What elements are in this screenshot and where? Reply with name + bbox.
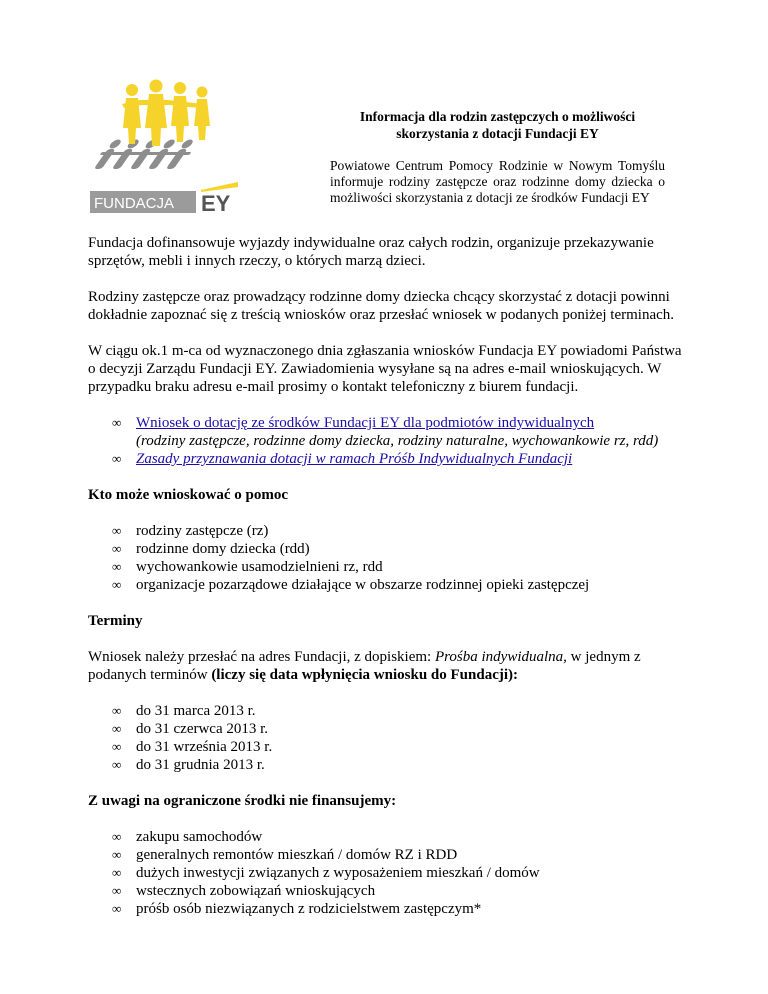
links-list (88, 414, 688, 468)
bullet-icon: ∞ (112, 865, 122, 880)
logo-text-fundacja: FUNDACJA (94, 195, 175, 212)
terms-text (88, 648, 688, 684)
list-item (88, 540, 688, 558)
list-item (88, 756, 688, 774)
list-item-text: rodziny zastępcze (rz) (136, 523, 269, 539)
bullet-icon: ∞ (112, 847, 122, 862)
list-item-text: wstecznych zobowiązań wnioskujących (136, 883, 376, 899)
list-item (88, 576, 688, 594)
list-item (88, 900, 688, 918)
bullet-icon: ∞ (112, 451, 122, 466)
who-heading: Kto może wnioskować o pomoc (88, 487, 288, 503)
list-item-text: do 31 marca 2013 r. (136, 703, 256, 719)
list-item (88, 414, 688, 450)
list-item (88, 882, 688, 900)
terms-text-bold: (liczy się data wpłynięcia wniosku do Fundacji): (211, 667, 518, 683)
bullet-icon: ∞ (112, 541, 122, 556)
yellow-figures (122, 80, 210, 147)
fundacja-ey-logo (88, 74, 250, 216)
exclusions-list (88, 828, 688, 918)
link-note: (rodziny zastępcze, rodzinne domy dziecka, rodziny naturalne, wychowankowie rz, rdd) (136, 433, 659, 449)
header-block (330, 108, 665, 206)
who-list (88, 522, 688, 594)
exclusions-heading: Z uwagi na ograniczone środki nie finansujemy: (88, 793, 397, 809)
bullet-icon: ∞ (112, 703, 122, 718)
list-item-text: generalnych remontów mieszkań / domów RZ i RDD (136, 847, 458, 863)
list-item (88, 864, 688, 882)
list-item (88, 450, 688, 468)
terms-list (88, 702, 688, 774)
list-item-text: zakupu samochodów (136, 829, 263, 845)
logo-text-ey: EY (201, 191, 231, 216)
terms-text-part: w jednym z podanych terminów (88, 649, 641, 683)
bullet-icon: ∞ (112, 577, 122, 592)
bullet-icon: ∞ (112, 739, 122, 754)
list-item-text: do 31 września 2013 r. (136, 739, 273, 755)
bullet-icon: ∞ (112, 901, 122, 916)
bullet-icon: ∞ (112, 721, 122, 736)
terms-heading: Terminy (88, 613, 143, 629)
bullet-icon: ∞ (112, 559, 122, 574)
list-item (88, 702, 688, 720)
terms-text-italic: Prośba indywidualna, (434, 649, 567, 665)
page-title: Informacja dla rodzin zastępczych o możliwości skorzystania z dotacji Fundacji EY (359, 109, 636, 141)
terms-text-part: Wniosek należy przesłać na adres Fundacji, z dopiskiem: (88, 649, 435, 665)
intro-text: Powiatowe Centrum Pomocy Rodzinie w Nowym Tomyślu informuje rodziny zastępcze oraz rodzinne domy dziecka o możliwości skorzystania z dotacji ze środków Fundacji EY (330, 158, 665, 205)
list-item (88, 558, 688, 576)
list-item-text: wychowankowie usamodzielnieni rz, rdd (136, 559, 383, 575)
bullet-icon: ∞ (112, 757, 122, 772)
list-item (88, 846, 688, 864)
list-item-text: organizacje pozarządowe działające w obszarze rodzinnej opieki zastępczej (136, 577, 590, 593)
rules-link[interactable]: Zasady przyznawania dotacji w ramach Próśb Indywidualnych Fundacji (136, 451, 573, 467)
paragraph: Rodziny zastępcze oraz prowadzący rodzinne domy dziecka chcący skorzystać z dotacji powinni dokładnie zapoznać się z treścią wniosków oraz przesłać wniosek w podanych poniżej terminach. (88, 289, 675, 323)
bullet-icon: ∞ (112, 883, 122, 898)
list-item-text: do 31 czerwca 2013 r. (136, 721, 269, 737)
list-item-text: do 31 grudnia 2013 r. (136, 757, 265, 773)
shadow-figures (90, 140, 201, 170)
bullet-icon: ∞ (112, 415, 122, 430)
bullet-icon: ∞ (112, 523, 122, 538)
list-item-text: próśb osób niezwiązanych z rodzicielstwem zastępczym* (136, 901, 482, 917)
list-item-text: rodzinne domy dziecka (rdd) (136, 541, 310, 557)
list-item (88, 738, 688, 756)
list-item (88, 720, 688, 738)
application-form-link[interactable]: Wniosek o dotację ze środków Fundacji EY dla podmiotów indywidualnych (136, 415, 595, 431)
bullet-icon: ∞ (112, 829, 122, 844)
paragraph: Fundacja dofinansowuje wyjazdy indywidualne oraz całych rodzin, organizuje przekazywanie sprzętów, mebli i innych rzeczy, o których marzą dzieci. (88, 235, 654, 269)
paragraph: W ciągu ok.1 m-ca od wyznaczonego dnia zgłaszania wniosków Fundacja EY powiadomi Państwa o decyzji Zarządu Fundacji EY. Zawiadomienia wysyłane są na adres e-mail wnioskujących. W przypadku braku adresu e-mail prosimy o kontakt telefoniczny z biurem fundacji. (88, 343, 682, 395)
list-item (88, 828, 688, 846)
list-item-text: dużych inwestycji związanych z wyposażeniem mieszkań / domów (136, 865, 540, 881)
list-item (88, 522, 688, 540)
document-body (88, 234, 688, 918)
